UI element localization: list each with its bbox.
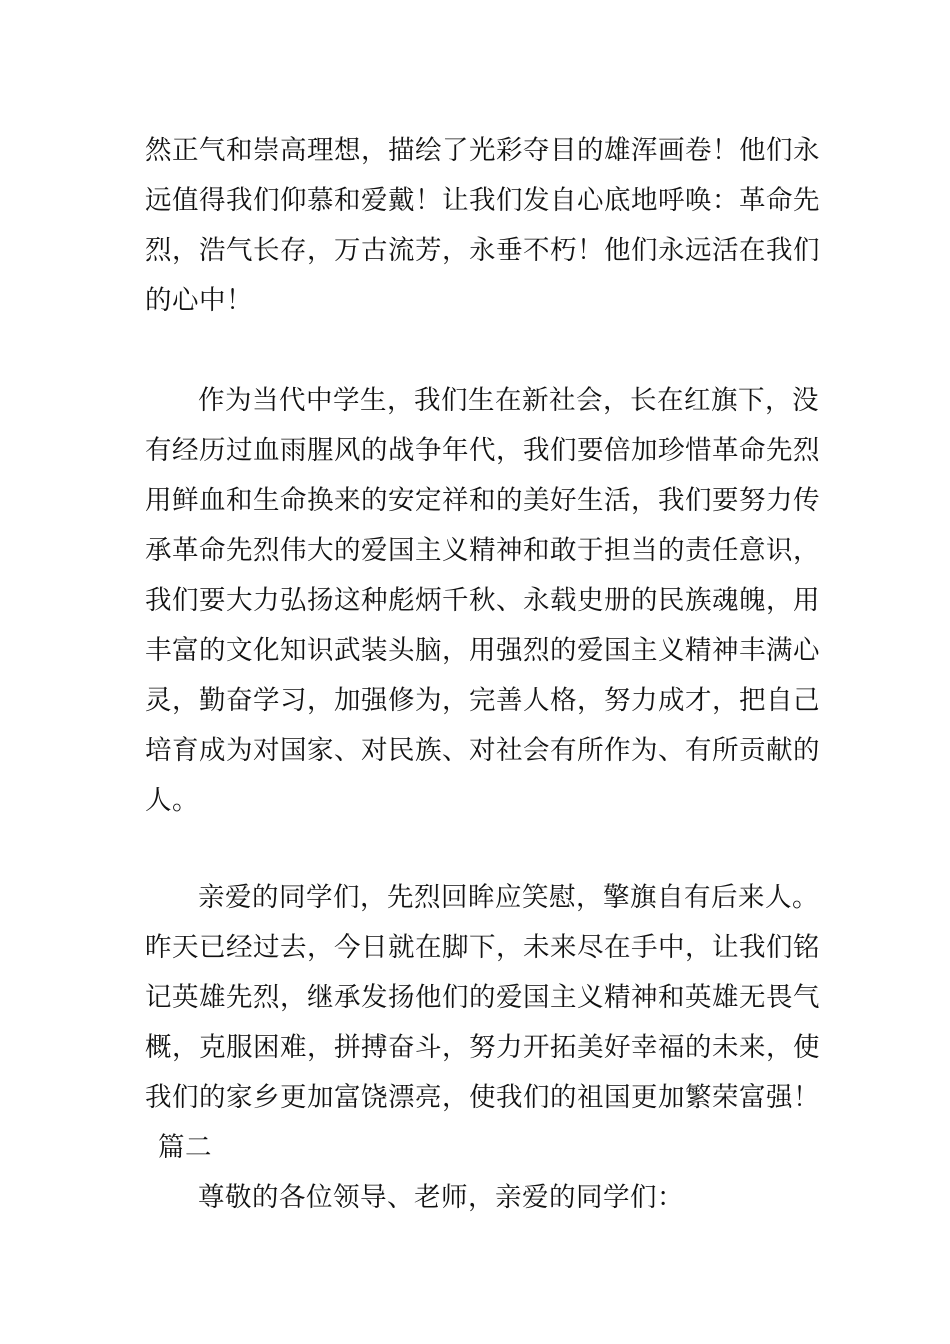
- paragraph-2-line-9: 人。: [145, 785, 199, 816]
- salutation: 尊敬的各位领导、老师，亲爱的同学们：: [198, 1182, 684, 1213]
- paragraph-3-line-2: 昨天已经过去，今日就在脚下，未来尽在手中，让我们铭: [145, 932, 820, 963]
- paragraph-1-line-1: 然正气和崇高理想，描绘了光彩夺目的雄浑画卷！他们永: [145, 135, 820, 166]
- paragraph-2-line-8: 培育成为对国家、对民族、对社会有所作为、有所贡献的: [145, 735, 820, 766]
- paragraph-3-line-4: 概，克服困难，拼搏奋斗，努力开拓美好幸福的未来，使: [145, 1032, 820, 1063]
- paragraph-1-line-2: 远值得我们仰慕和爱戴！让我们发自心底地呼唤：革命先: [145, 185, 820, 216]
- paragraph-2-line-4: 承革命先烈伟大的爱国主义精神和敢于担当的责任意识，: [145, 535, 820, 566]
- paragraph-2-line-5: 我们要大力弘扬这种彪炳千秋、永载史册的民族魂魄，用: [145, 585, 820, 616]
- paragraph-3-line-1: 亲爱的同学们，先烈回眸应笑慰，擎旗自有后来人。: [198, 882, 819, 913]
- section-heading: 篇二: [158, 1132, 212, 1163]
- paragraph-2-line-2: 有经历过血雨腥风的战争年代，我们要倍加珍惜革命先烈: [145, 435, 820, 466]
- paragraph-2-line-6: 丰富的文化知识武装头脑，用强烈的爱国主义精神丰满心: [145, 635, 820, 666]
- paragraph-3-line-5: 我们的家乡更加富饶漂亮，使我们的祖国更加繁荣富强！: [145, 1082, 820, 1113]
- paragraph-1-line-3: 烈，浩气长存，万古流芳，永垂不朽！他们永远活在我们: [145, 235, 820, 266]
- paragraph-2-line-7: 灵，勤奋学习，加强修为，完善人格，努力成才，把自己: [145, 685, 820, 716]
- paragraph-2-line-3: 用鲜血和生命换来的安定祥和的美好生活，我们要努力传: [145, 485, 820, 516]
- paragraph-2-line-1: 作为当代中学生，我们生在新社会，长在红旗下，没: [198, 385, 819, 416]
- paragraph-1-line-4: 的心中！: [145, 285, 253, 316]
- paragraph-3-line-3: 记英雄先烈，继承发扬他们的爱国主义精神和英雄无畏气: [145, 982, 820, 1013]
